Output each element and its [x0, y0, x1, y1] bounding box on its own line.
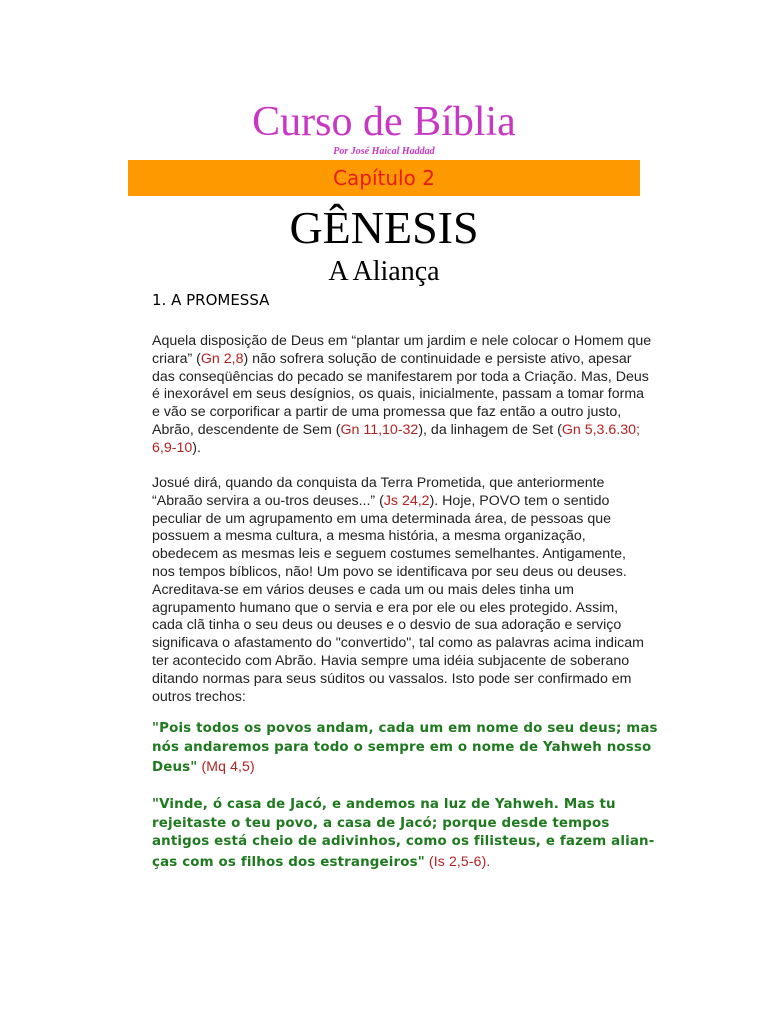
section-heading: 1. A PROMESSA [152, 291, 270, 309]
paragraph-text: ), da linhagem de Set ( [418, 421, 562, 438]
quote-1 [152, 720, 662, 778]
course-title: Curso de Bíblia [252, 99, 516, 145]
scripture-reference: (Is 2,5-6). [424, 852, 491, 869]
author-byline: Por José Haical Haddad [333, 146, 435, 157]
scripture-reference: (Mq 4,5) [197, 758, 255, 775]
chapter-label: Capítulo 2 [333, 166, 435, 190]
quote-text: "Vinde, ó casa de Jacó, e andemos na luz de Yahweh. Mas tu rejeitaste o teu povo, a casa de Jacó; porque desde tempos antigos está cheio de adivinhos, como os filisteus, e fazem alian-ças com os filhos dos estrangeiros" [152, 797, 655, 870]
paragraph-text: ). [192, 439, 201, 456]
scripture-reference: Js 24,2 [383, 492, 430, 509]
book-title: GÊNESIS [289, 202, 479, 253]
paragraph-text: ). Hoje, POVO tem o sentido peculiar de um agrupamento em uma determinada área, de pessoas que possuem a mesma cultura, a mesma história, a mesma organização, obedecem as mesmas leis e seguem costumes semelhantes. Antigamente, nos tempos bíblicos, não! Um povo se identificava por seu deus ou deuses. Acreditava-se em vários deuses e cada um ou mais deles tinha um agrupamento humano que o servia e era por ele ou eles protegido. Assim, cada clã tinha o seu deus ou deuses e o desvio de sua adoração e serviço significava o afastamento do "convertido", tal como as palavras acima indicam ter acontecido com Abrão. Havia sempre uma idéia subjacente de soberano ditando normas para seus súditos ou vassalos. Isto pode ser confirmado em outros trechos: [152, 492, 644, 705]
paragraph-text: ) não sofrera solução de continuidade e persiste ativo, apesar das conseqüências do pecado se manifestarem por toda a Criação. Mas, Deus é inexorável em seus desígnios, os quais, inicialmente, passam a tomar forma e vão se corporificar a partir de uma promessa que faz então a outro justo, Abrão, descendente de Sem ( [152, 350, 649, 438]
chapter-subtitle: A Aliança [328, 256, 440, 287]
scripture-reference: Gn 11,10-32 [340, 421, 419, 438]
quote-text: "Pois todos os povos andam, cada um em nome do seu deus; mas nós andaremos para todo o sempre em o nome de Yahweh nosso Deus" [152, 721, 658, 776]
paragraph-2 [152, 475, 652, 706]
paragraph-text: Josué dirá, quando da conquista da Terra Prometida, que anteriormente “Abraão servira a ou-tros deuses...” ( [152, 475, 605, 509]
scripture-reference: Gn 2,8 [200, 350, 244, 367]
paragraph-text: Aquela disposição de Deus em “plantar um jardim e nele colocar o Homem que criara” ( [152, 333, 652, 367]
scripture-reference: Gn 5,3.6.30; 6,9-10 [152, 421, 640, 456]
paragraph-1 [152, 333, 652, 458]
quote-2 [152, 796, 662, 872]
